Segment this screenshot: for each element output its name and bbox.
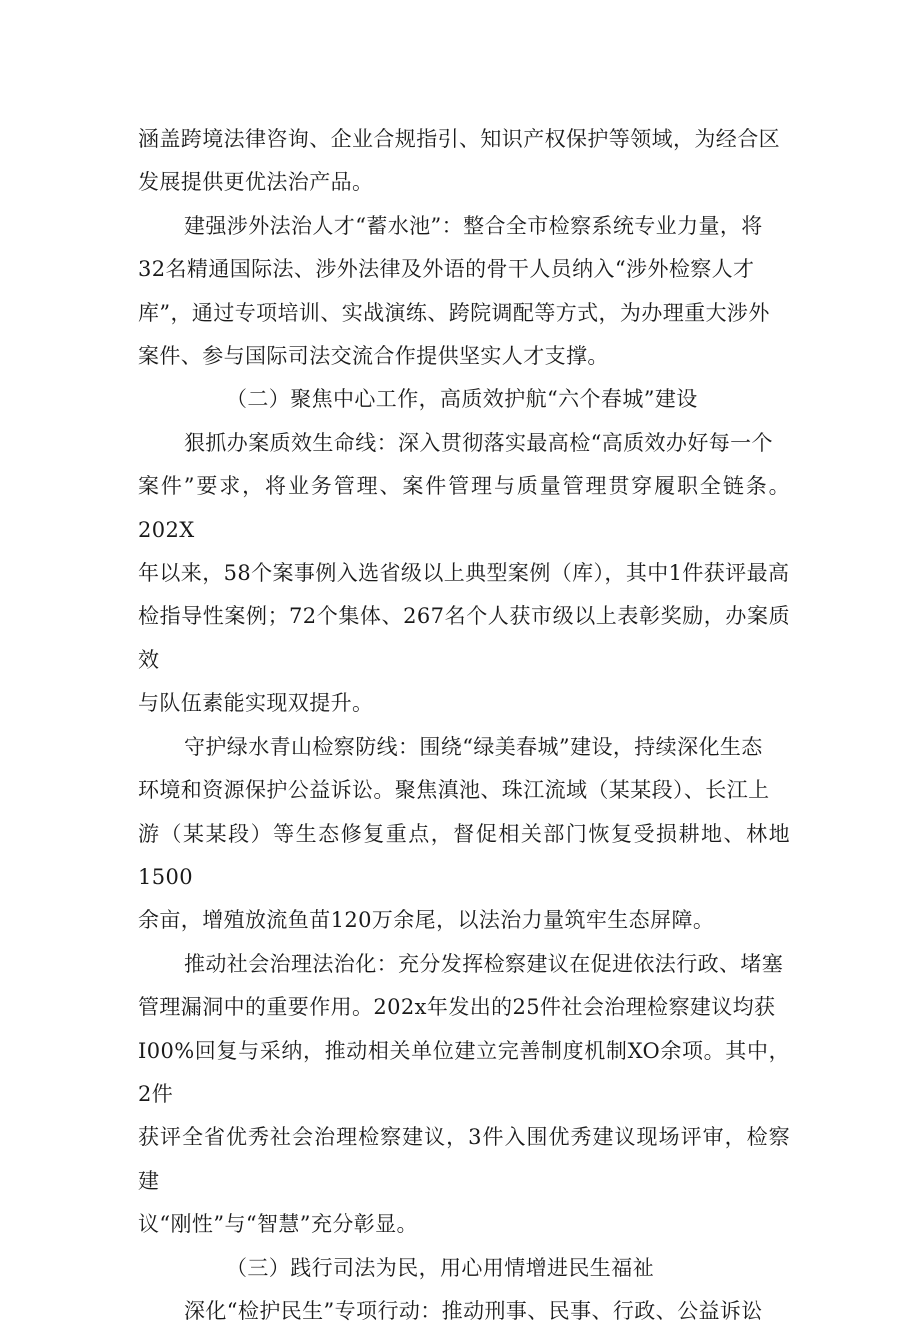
paragraph-cross-border-services: 涵盖跨境法律咨询、企业合规指引、知识产权保护等领域，为经合区 发展提供更优法治产品。 [138, 127, 780, 195]
paragraph-case-quality: 狠抓办案质效生命线：深入贯彻落实最高检“高质效办好每一个 案件”要求，将业务管理、案件管理与质量管理贯穿履职全链条。202X 年以来，58个案事例入选省级以上典型案例（库），其中1件获评最高 检指导性案例；72个集体、267名个人获市级以上表彰奖励，办案质效 与队伍素能实现双提升。 [138, 430, 790, 716]
section-heading-two: （二）聚焦中心工作，高质效护航“六个春城”建设 [226, 387, 698, 412]
section-heading-three: （三）践行司法为民，用心用情增进民生福祉 [226, 1255, 654, 1280]
paragraph-ecological-protection: 守护绿水青山检察防线：围绕“绿美春城”建设，持续深化生态 环境和资源保护公益诉讼。聚焦滇池、珠江流域（某某段）、长江上 游（某某段）等生态修复重点，督促相关部门恢复受损耕地、林地1500 余亩，增殖放流鱼苗120万余尾，以法治力量筑牢生态屏障。 [138, 734, 790, 933]
paragraph-social-governance: 推动社会治理法治化：充分发挥检察建议在促进依法行政、堵塞 管理漏洞中的重要作用。202x年发出的25件社会治理检察建议均获 I00%回复与采纳，推动相关单位建立完善制度机制XO余项。其中，2件 获评全省优秀社会治理检察建议，3件入围优秀建议现场评审，检察建 议“刚性”与“智慧”充分彰显。 [138, 951, 790, 1237]
paragraph-livelihood-action: 深化“检护民生”专项行动：推动刑事、民事、行政、公益诉讼 [184, 1298, 763, 1323]
document-body [138, 118, 790, 1333]
paragraph-foreign-talent-pool: 建强涉外法治人才“蓄水池”：整合全市检察系统专业力量，将 32名精通国际法、涉外法律及外语的骨干人员纳入“涉外检察人才 库”，通过专项培训、实战演练、跨院调配等方式，为办理重大涉外 案件、参与国际司法交流合作提供坚实人才支撑。 [138, 213, 770, 369]
